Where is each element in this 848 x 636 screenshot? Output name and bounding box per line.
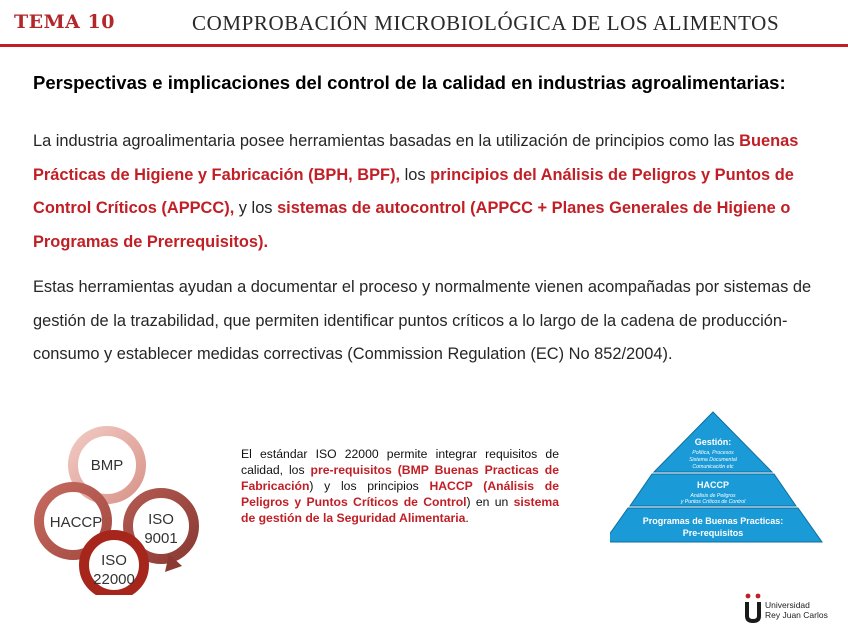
iso-cycle-diagram <box>30 420 220 595</box>
pyramid-mid-line2: y Puntos Críticos de Control <box>680 499 746 505</box>
paragraph-tools <box>33 125 823 259</box>
university-name-line2: Rey Juan Carlos <box>765 610 828 620</box>
iso-text: El estándar ISO 22000 permite integrar requisitos de calidad, los <box>241 447 559 477</box>
topic-number: TEMA 10 <box>14 11 115 33</box>
food-safety-pyramid <box>610 408 830 548</box>
header-divider <box>0 44 848 47</box>
paragraph-text: y los <box>234 199 278 217</box>
section-subtitle: Perspectivas e implicaciones del control de la calidad en industrias agroalimentarias: <box>33 72 786 93</box>
pyramid-bottom-line2: Pre-requisitos <box>682 528 744 538</box>
university-logo <box>743 592 843 632</box>
iso-text: ) y los principios <box>309 479 430 493</box>
university-name <box>765 600 828 620</box>
cycle-label-iso9001-b: 9001 <box>144 530 178 547</box>
pyramid-top-title: Gestión: <box>694 437 732 447</box>
paragraph-text: los <box>400 165 431 184</box>
cycle-label-haccp: HACCP <box>49 514 103 531</box>
pyramid-top-line3: Comunicación etc <box>692 464 734 470</box>
iso-highlight-management-system: sistema de gestión de la Seguridad Alimentaria <box>241 495 559 525</box>
slide-title: COMPROBACIÓN MICROBIOLÓGICA DE LOS ALIMENTOS <box>192 11 780 35</box>
paragraph-text: La industria agroalimentaria posee herramientas basadas en la utilización de principios como las <box>33 132 740 150</box>
pyramid-mid-line1: Análisis de Peligros <box>690 493 736 499</box>
highlight-bph-bpf: Buenas Prácticas de Higiene y Fabricación (BPH, BPF), <box>33 132 799 184</box>
iso-highlight-haccp: HACCP (Análisis de Peligros y Puntos Críticos de Control <box>241 479 559 509</box>
pyramid-top-line1: Política, Procesos <box>692 450 734 456</box>
iso-text: ) en un <box>466 495 514 509</box>
cycle-label-iso22000-a: ISO <box>101 552 127 569</box>
university-name-line1: Universidad <box>765 600 810 610</box>
slide-header <box>0 0 848 46</box>
pyramid-bottom-line1: Programas de Buenas Practicas: <box>642 516 784 526</box>
iso-22000-description <box>241 446 559 526</box>
pyramid-mid-title: HACCP <box>696 480 730 490</box>
iso-text: . <box>465 511 469 525</box>
iso-highlight-prerequisites: pre-requisitos (BMP Buenas Practicas de Fabricación <box>241 463 560 493</box>
urjc-emblem-icon <box>743 592 763 626</box>
highlight-autocontrol: sistemas de autocontrol (APPCC + Planes Generales de Higiene o Programas de Prerrequisitos). <box>33 199 791 251</box>
highlight-appcc: principios del Análisis de Peligros y Puntos de Control Críticos (APPCC), <box>33 165 794 217</box>
cycle-label-bmp: BMP <box>90 457 124 474</box>
cycle-label-iso22000-b: 22000 <box>93 571 135 588</box>
cycle-label-iso9001-a: ISO <box>148 511 174 528</box>
paragraph-traceability: Estas herramientas ayudan a documentar el proceso y normalmente vienen acompañadas por sistemas de gestión de la trazabilidad, que permiten identificar puntos críticos a lo largo de la cadena de producción-consumo y establecer medidas correctivas (Commission Regulation (EC) No 852/2004). <box>33 278 812 363</box>
pyramid-top-line2: Sistema Documental <box>689 457 737 463</box>
